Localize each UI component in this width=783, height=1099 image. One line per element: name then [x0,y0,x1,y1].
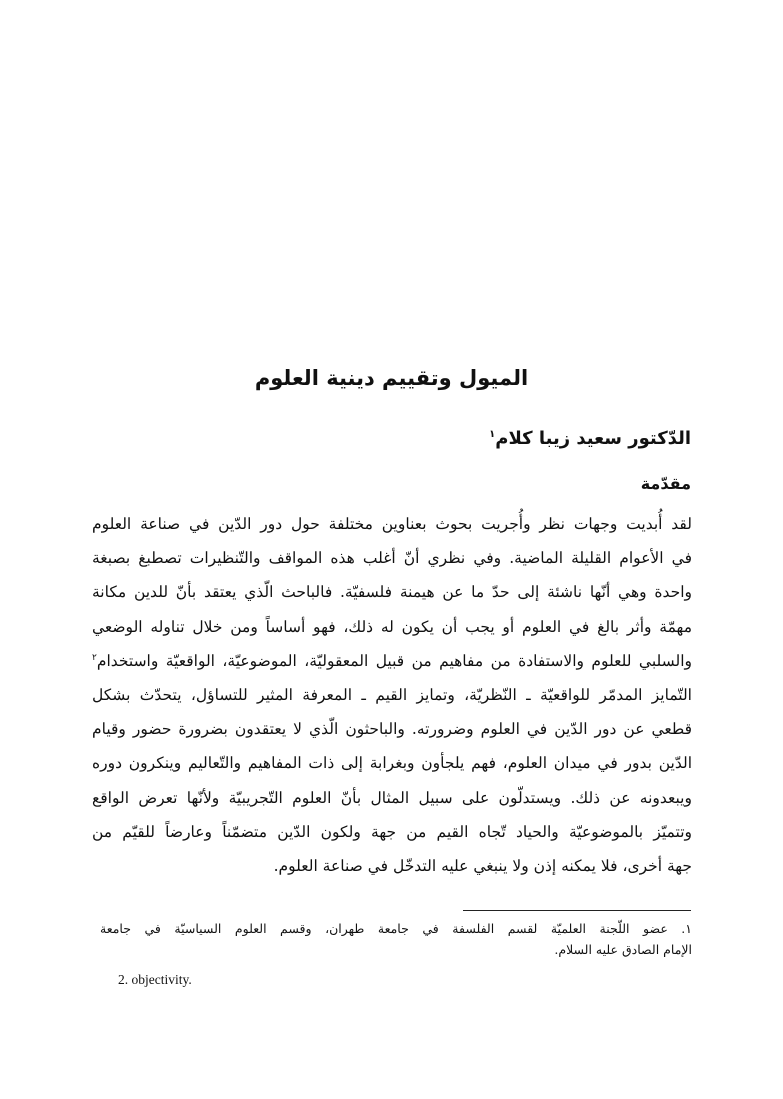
author-line [489,428,691,449]
paragraph-line: لقد أُبديت وجهات نظر وأُجريت بحوث بعناوين مختلفة حول دور الدّين في صناعة العلوم [92,515,692,533]
paragraph-line-with-footnote [92,644,692,678]
footnote-divider [463,910,691,911]
author-footnote-marker: ١ [489,429,496,440]
paragraph-line: التّمايز المدمّر للواقعيّة ـ النّظريّة، وتمايز القيم ـ المعرفة المثير للتساؤل، يتحدّث بشكل [92,686,692,705]
inline-footnote-marker: ٢ [92,652,97,663]
footnote-2: 2. objectivity. [118,972,192,987]
section-heading: مقدّمة [640,474,691,493]
paragraph-line: جهة أخرى، فلا يمكنه إذن ولا ينبغي عليه التدخّل في صناعة العلوم. [273,857,692,876]
author-name: الدّكتور سعيد زيبا كلام [495,428,691,449]
paragraph-line: واحدة وهي أنّها ناشئة إلى حدّ ما عن هيمنة فلسفيّة. فالباحث الّذي يعتقد بأنّ للدين مكانة [92,583,692,602]
footnote-line: ١. عضو اللّجنة العلميّة لقسم الفلسفة في جامعة طهران، وقسم العلوم السياسيّة في جامعة [100,921,692,936]
body-paragraph [92,507,692,883]
footnote-1 [100,918,692,960]
paragraph-line: في الأعوام القليلة الماضية. وفي نظري أنّ أغلب هذه المواقف والتّنظيرات تصطبغ بصبغة [92,549,692,568]
paragraph-line-text: والسلبي للعلوم والاستفادة من مفاهيم من قبيل المعقوليّة، الموضوعيّة، الواقعيّة واستخدام [96,651,692,670]
paragraph-line: الدّين بدور في ميدان العلوم، فهم يلجأون وبغرابة إلى ذات المفاهيم والتّعاليم وينكرون دوره [92,754,692,773]
paragraph-line: مهمّة وأثر بالغ في العلوم أو يجب أن يكون له ذلك، فهو أساساً ومن خلال تناوله الوضعي [92,617,692,636]
paragraph-line: قطعي عن دور الدّين في العلوم وضرورته. والباحثون الّذي لا يعتقدون بضرورة حضور وقيام [92,720,692,739]
article-title: الميول وتقييم دينية العلوم [254,366,529,390]
footnote-line: الإمام الصادق عليه السلام. [554,942,692,957]
paragraph-line: ويبعدونه عن ذلك. ويستدلّون على سبيل المثال بأنّ العلوم التّجريبيّة ولأنّها تعرض الواقع [92,788,692,807]
paragraph-line: وتتميّز بالموضوعيّة والحياد تّجاه القيم من جهة ولكون الدّين متضمّناً وعارضاً للقيّم من [92,822,692,841]
